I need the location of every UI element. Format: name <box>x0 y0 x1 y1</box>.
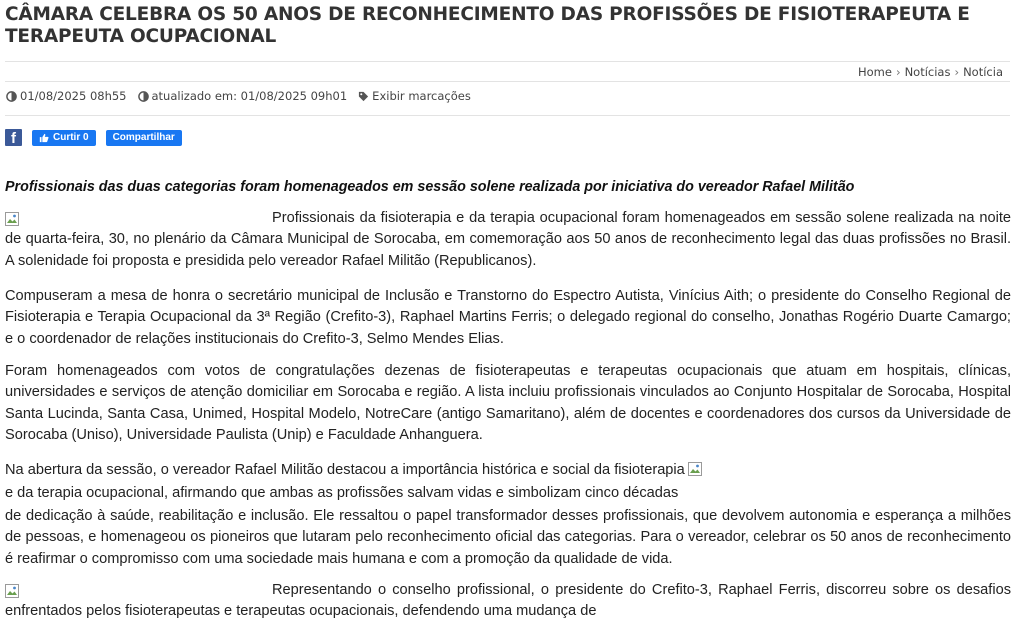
thumbs-up-icon <box>39 133 49 143</box>
breadcrumb-divider <box>5 81 1010 82</box>
breadcrumb-current: Notícia <box>963 65 1003 79</box>
clock-icon <box>6 91 17 102</box>
published-date-text: 01/08/2025 08h55 <box>20 89 127 103</box>
article-paragraph: Profissionais da fisioterapia e da terapia ocupacional foram homenageados em sessão solene realizada na noite de quarta-feira, 30, no plenário da Câmara Municipal de Sorocaba, em comemoração aos 50 anos de reconhecimento legal das duas profissões no Brasil. A solenidade foi proposta e presidida pelo vereador Rafael Militão (Republicanos). <box>5 210 1011 269</box>
tag-icon <box>358 91 369 102</box>
facebook-like-button[interactable] <box>32 130 96 146</box>
article-paragraph: Foram homenageados com votos de congratulações dezenas de fisioterapeutas e terapeutas ocupacionais que atuam em hospitais, clínicas, universidades e serviços de atenção domiciliar em Sorocaba e região. A lista incluiu profissionais vinculados ao Conjunto Hospitalar de Sorocaba, Hospital Santa Lucinda, Santa Casa, Unimed, Hospital Modelo, NotreCare (antigo Samaritano), além de docentes e coordenadores dos cursos da Universidade de Sorocaba (Uniso), Universidade Paulista (Unip) e Faculdade Anhanguera. <box>5 363 1011 444</box>
social-share-bar <box>5 129 182 146</box>
article-text-line: Na abertura da sessão, o vereador Rafael Militão destacou a importância histórica e social da fisioterapia <box>5 462 685 478</box>
clock-icon <box>138 91 149 102</box>
published-date <box>6 89 127 103</box>
header-divider <box>5 61 1010 62</box>
meta-divider <box>5 115 1010 116</box>
article-paragraph <box>5 460 1011 481</box>
show-tags-link[interactable] <box>358 89 471 103</box>
facebook-share-label: Compartilhar <box>112 132 175 143</box>
facebook-like-label: Curtir 0 <box>53 132 89 143</box>
article-paragraph: de dedicação à saúde, reabilitação e inclusão. Ele ressaltou o papel transformador desses profissionais, que devolvem autonomia e esperança a milhões de pessoas, e homenageou os pioneiros que lutaram pelo reconhecimento oficial das categorias. Para o vereador, celebrar os 50 anos de reconhecimento é reafirmar o compromisso com uma sociedade mais humana e com a promoção da qualidade de vida. <box>5 508 1011 567</box>
page-title: CÂMARA CELEBRA OS 50 ANOS DE RECONHECIMENTO DAS PROFISSÕES DE FISIOTERAPEUTA E TERAPEUTA OCUPACIONAL <box>5 4 970 47</box>
breadcrumb <box>858 65 1003 79</box>
article-paragraph: Representando o conselho profissional, o presidente do Crefito-3, Raphael Ferris, discorreu sobre os desafios enfrentados pelos fisioterapeutas e terapeutas ocupacionais, defendendo uma mudança de <box>5 582 1011 620</box>
article-meta <box>6 89 482 103</box>
breadcrumb-home-link[interactable]: Home <box>857 65 892 79</box>
article-text-line: e da terapia ocupacional, afirmando que ambas as profissões salvam vidas e simbolizam cinco décadas <box>5 485 679 501</box>
broken-image-icon <box>688 462 702 476</box>
article-paragraph: Compuseram a mesa de honra o secretário municipal de Inclusão e Transtorno do Espectro Autista, Vinícius Aith; o presidente do Conselho Regional de Fisioterapia e Terapia Ocupacional da 3ª Região (Crefito-3), Raphael Martins Ferris; o delegado regional do conselho, Jonathas Rogério Duarte Camargo; e o coordenador de relações institucionais do Crefito-3, Selmo Mendes Elias. <box>5 288 1011 347</box>
updated-date-text: atualizado em: 01/08/2025 09h01 <box>151 89 348 103</box>
article-lead: Profissionais das duas categorias foram homenageados em sessão solene realizada por iniciativa do vereador Rafael Militão <box>5 179 855 195</box>
show-tags-label: Exibir marcações <box>372 89 471 103</box>
breadcrumb-news-link[interactable]: Notícias <box>904 65 951 79</box>
facebook-icon[interactable]: f <box>5 129 22 146</box>
breadcrumb-separator: › <box>895 65 901 79</box>
breadcrumb-separator: › <box>954 65 960 79</box>
facebook-share-button[interactable] <box>106 130 182 146</box>
updated-date <box>138 89 348 103</box>
